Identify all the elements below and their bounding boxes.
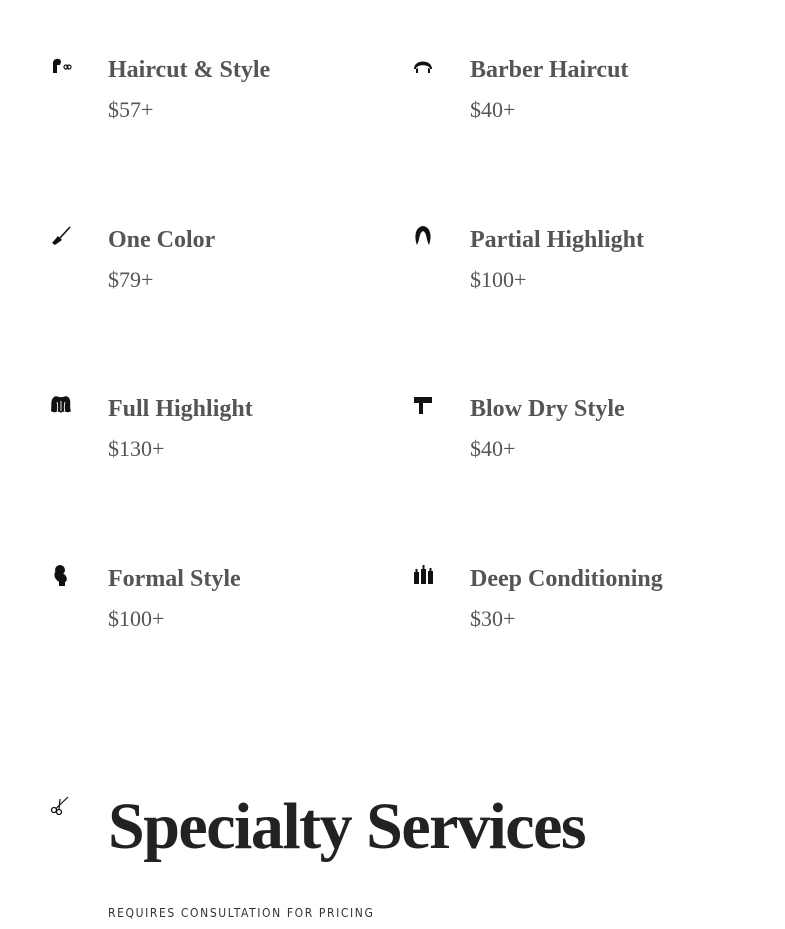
scissors-icon xyxy=(50,795,70,815)
service-price: $40+ xyxy=(470,97,516,122)
service-item-partial-highlight xyxy=(412,225,752,345)
service-price: $79+ xyxy=(108,267,154,292)
service-name: Haircut & Style xyxy=(108,57,271,83)
color-brush-icon xyxy=(50,225,72,247)
service-item-haircut-style xyxy=(50,55,390,175)
service-price: $40+ xyxy=(470,436,516,461)
full-highlight-icon xyxy=(50,394,72,416)
service-name: Deep Conditioning xyxy=(470,566,663,592)
service-name: Formal Style xyxy=(108,566,241,592)
service-name: Full Highlight xyxy=(108,396,253,422)
service-price: $100+ xyxy=(108,606,165,631)
service-item-deep-conditioning xyxy=(412,564,752,684)
service-name: One Color xyxy=(108,227,216,253)
man-hair-icon xyxy=(412,55,434,77)
service-price: $130+ xyxy=(108,436,165,461)
woman-haircut-icon xyxy=(50,55,72,77)
service-item-blow-dry-style xyxy=(412,394,752,514)
service-price: $100+ xyxy=(470,267,527,292)
service-item-full-highlight xyxy=(50,394,390,514)
service-price: $30+ xyxy=(470,606,516,631)
blow-dryer-icon xyxy=(412,394,434,416)
product-bottles-icon xyxy=(412,564,434,586)
service-price: $57+ xyxy=(108,97,154,122)
updo-profile-icon xyxy=(50,564,72,586)
specialty-pricing-note: REQUIRES CONSULTATION FOR PRICING xyxy=(108,906,375,920)
service-name: Barber Haircut xyxy=(470,57,629,83)
service-name: Blow Dry Style xyxy=(470,396,625,422)
service-name: Partial Highlight xyxy=(470,227,644,253)
service-item-barber-haircut xyxy=(412,55,752,175)
service-item-formal-style xyxy=(50,564,390,684)
service-item-one-color xyxy=(50,225,390,345)
highlight-strands-icon xyxy=(412,225,434,247)
specialty-services-heading: Specialty Services xyxy=(108,790,586,863)
